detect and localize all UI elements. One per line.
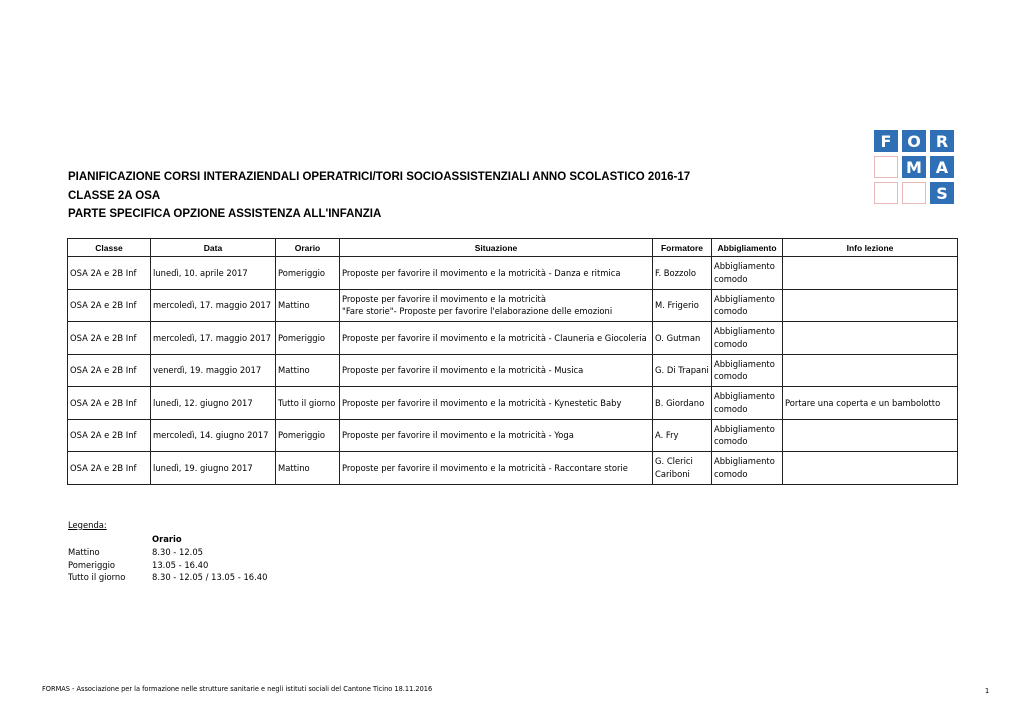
cell-formatore-text: B. Giordano (655, 397, 705, 408)
legend-label: Mattino (68, 547, 100, 557)
cell-situazione (340, 452, 653, 485)
formas-logo (874, 130, 954, 204)
logo-cell: O (902, 130, 926, 152)
cell-situazione-text: Proposte per favorire il movimento e la motricità - Kynestetic Baby (342, 397, 622, 408)
table-row (68, 387, 958, 420)
table-row (68, 289, 958, 322)
cell-formatore-text: M. Frigerio (655, 300, 699, 310)
cell-abbigliamento-text: Abbigliamento (714, 391, 775, 402)
cell-orario (276, 419, 340, 452)
cell-situazione (340, 387, 653, 420)
cell-data (151, 322, 276, 355)
logo-cell (874, 182, 898, 204)
cell-info-lezione (783, 419, 958, 452)
cell-classe (68, 452, 151, 485)
cell-abbigliamento (712, 322, 783, 355)
cell-info-lezione-text: Portare una coperta e un bambolotto (785, 397, 941, 408)
column-header-orario: Orario (276, 239, 340, 257)
cell-situazione-text: Proposte per favorire il movimento e la motricità - Raccontare storie (342, 462, 628, 473)
legend (68, 520, 267, 584)
cell-data-text: lunedì, 10. aprile 2017 (153, 267, 248, 278)
cell-classe (68, 419, 151, 452)
cell-info-lezione (783, 322, 958, 355)
cell-classe-text: OSA 2A e 2B Inf (70, 332, 137, 343)
column-header-classe: Classe (68, 239, 151, 257)
cell-orario (276, 354, 340, 387)
legend-item (68, 571, 267, 584)
logo-cell (902, 182, 926, 204)
column-header-formatore: Formatore (653, 239, 712, 257)
cell-data (151, 452, 276, 485)
cell-data-text: mercoledì, 17. maggio 2017 (153, 332, 272, 343)
table-row (68, 354, 958, 387)
legend-value: 13.05 - 16.40 (152, 559, 209, 570)
cell-classe (68, 387, 151, 420)
cell-abbigliamento-text-line2: comodo (714, 436, 748, 447)
cell-situazione-text: Proposte per favorire il movimento e la motricità (342, 293, 546, 304)
cell-info-lezione (783, 387, 958, 420)
table-row (68, 257, 958, 290)
cell-situazione (340, 289, 653, 322)
cell-orario (276, 289, 340, 322)
cell-classe (68, 322, 151, 355)
cell-abbigliamento-text: Abbigliamento (714, 423, 775, 434)
cell-classe-text: OSA 2A e 2B Inf (70, 300, 137, 310)
cell-abbigliamento (712, 452, 783, 485)
document-titles (68, 168, 690, 224)
legend-orario-header: Orario (152, 534, 182, 544)
cell-formatore (653, 387, 712, 420)
legend-value: 8.30 - 12.05 / 13.05 - 16.40 (152, 572, 268, 582)
cell-orario (276, 452, 340, 485)
cell-orario (276, 387, 340, 420)
class-title: CLASSE 2A OSA (68, 189, 161, 202)
legend-item (68, 546, 267, 559)
cell-orario-text: Mattino (278, 300, 310, 310)
cell-formatore (653, 354, 712, 387)
cell-situazione (340, 257, 653, 290)
cell-abbigliamento-text: Abbigliamento (714, 456, 775, 467)
cell-abbigliamento-text: Abbigliamento (714, 326, 775, 337)
cell-data-text: mercoledì, 14. giugno 2017 (153, 430, 269, 440)
legend-label: Tutto il giorno (68, 572, 126, 582)
column-header-abbigliamento: Abbigliamento (712, 239, 783, 257)
cell-info-lezione (783, 289, 958, 322)
cell-orario-text: Pomeriggio (278, 332, 326, 343)
cell-abbigliamento-text: Abbigliamento (714, 261, 775, 272)
logo-cell: S (930, 182, 954, 204)
cell-orario-text: Mattino (278, 365, 310, 375)
cell-info-lezione (783, 354, 958, 387)
cell-abbigliamento (712, 387, 783, 420)
cell-data (151, 419, 276, 452)
cell-situazione (340, 322, 653, 355)
cell-situazione (340, 354, 653, 387)
logo-cell: R (930, 130, 954, 152)
cell-formatore-text: O. Gutman (655, 332, 701, 343)
cell-abbigliamento-text-line2: comodo (714, 273, 748, 284)
page-title: PIANIFICAZIONE CORSI INTERAZIENDALI OPERATRICI/TORI SOCIOASSISTENZIALI ANNO SCOLASTICO 2016-17 (68, 171, 691, 183)
cell-abbigliamento (712, 419, 783, 452)
cell-data-text: mercoledì, 17. maggio 2017 (153, 300, 272, 310)
logo-cell: M (902, 156, 926, 178)
cell-data-text: lunedì, 19. giugno 2017 (153, 462, 253, 473)
cell-data (151, 387, 276, 420)
cell-formatore-text: F. Bozzolo (655, 267, 697, 278)
legend-title: Legenda: (68, 520, 107, 530)
cell-abbigliamento (712, 289, 783, 322)
cell-data-text: lunedì, 12. giugno 2017 (153, 397, 253, 408)
cell-classe-text: OSA 2A e 2B Inf (70, 462, 137, 473)
cell-situazione-text: Proposte per favorire il movimento e la motricità - Clauneria e Giocoleria (342, 332, 647, 343)
footer-text: FORMAS - Associazione per la formazione nelle strutture sanitarie e negli istituti sociali del Cantone Ticino 18.11.2016 (42, 685, 433, 693)
cell-classe-text: OSA 2A e 2B Inf (70, 430, 137, 440)
cell-abbigliamento-text-line2: comodo (714, 338, 748, 349)
section-title: PARTE SPECIFICA OPZIONE ASSISTENZA ALL'INFANZIA (68, 208, 382, 220)
cell-data-text: venerdì, 19. maggio 2017 (153, 365, 262, 375)
logo-cell: A (930, 156, 954, 178)
cell-formatore-text: A. Fry (655, 430, 679, 440)
cell-abbigliamento (712, 257, 783, 290)
cell-abbigliamento-text-line2: comodo (714, 306, 748, 317)
cell-situazione-text: Proposte per favorire il movimento e la motricità - Musica (342, 365, 584, 375)
cell-formatore-text: G. Di Trapani (655, 365, 709, 375)
table-row (68, 419, 958, 452)
column-header-data: Data (151, 239, 276, 257)
cell-situazione-text: Proposte per favorire il movimento e la motricità - Danza e ritmica (342, 267, 621, 278)
cell-abbigliamento-text: Abbigliamento (714, 358, 775, 369)
table-row (68, 322, 958, 355)
cell-data (151, 257, 276, 290)
cell-orario-text: Mattino (278, 462, 310, 473)
legend-label: Pomeriggio (68, 559, 116, 570)
cell-data (151, 289, 276, 322)
table-header-row (68, 239, 958, 257)
legend-value: 8.30 - 12.05 (152, 547, 203, 557)
cell-orario-text: Tutto il giorno (278, 397, 336, 408)
cell-classe (68, 354, 151, 387)
cell-formatore-text-line2: Cariboni (655, 468, 690, 479)
cell-formatore (653, 257, 712, 290)
cell-abbigliamento-text-line2: comodo (714, 403, 748, 414)
cell-formatore (653, 289, 712, 322)
page-number: 1 (985, 687, 990, 695)
cell-classe-text: OSA 2A e 2B Inf (70, 397, 137, 408)
cell-formatore-text: G. Clerici (655, 456, 693, 467)
cell-orario-text: Pomeriggio (278, 430, 326, 440)
cell-formatore (653, 322, 712, 355)
cell-abbigliamento-text: Abbigliamento (714, 293, 775, 304)
column-header-info-lezione: Info lezione (783, 239, 958, 257)
cell-orario (276, 257, 340, 290)
cell-classe-text: OSA 2A e 2B Inf (70, 365, 137, 375)
cell-orario-text: Pomeriggio (278, 267, 326, 278)
cell-classe (68, 289, 151, 322)
cell-abbigliamento-text-line2: comodo (714, 468, 748, 479)
cell-situazione (340, 419, 653, 452)
logo-cell: F (874, 130, 898, 152)
legend-item (68, 559, 267, 572)
cell-situazione-text: Proposte per favorire il movimento e la motricità - Yoga (342, 430, 574, 440)
cell-orario (276, 322, 340, 355)
cell-info-lezione (783, 257, 958, 290)
column-header-situazione: Situazione (340, 239, 653, 257)
logo-cell (874, 156, 898, 178)
cell-abbigliamento (712, 354, 783, 387)
cell-abbigliamento-text-line2: comodo (714, 371, 748, 382)
cell-classe-text: OSA 2A e 2B Inf (70, 267, 137, 278)
cell-data (151, 354, 276, 387)
table-row (68, 452, 958, 485)
cell-info-lezione (783, 452, 958, 485)
cell-classe (68, 257, 151, 290)
cell-formatore (653, 419, 712, 452)
course-schedule-table (67, 238, 958, 485)
cell-formatore (653, 452, 712, 485)
cell-situazione-text-line2: "Fare storie"- Proposte per favorire l'elaborazione delle emozioni (342, 306, 613, 317)
